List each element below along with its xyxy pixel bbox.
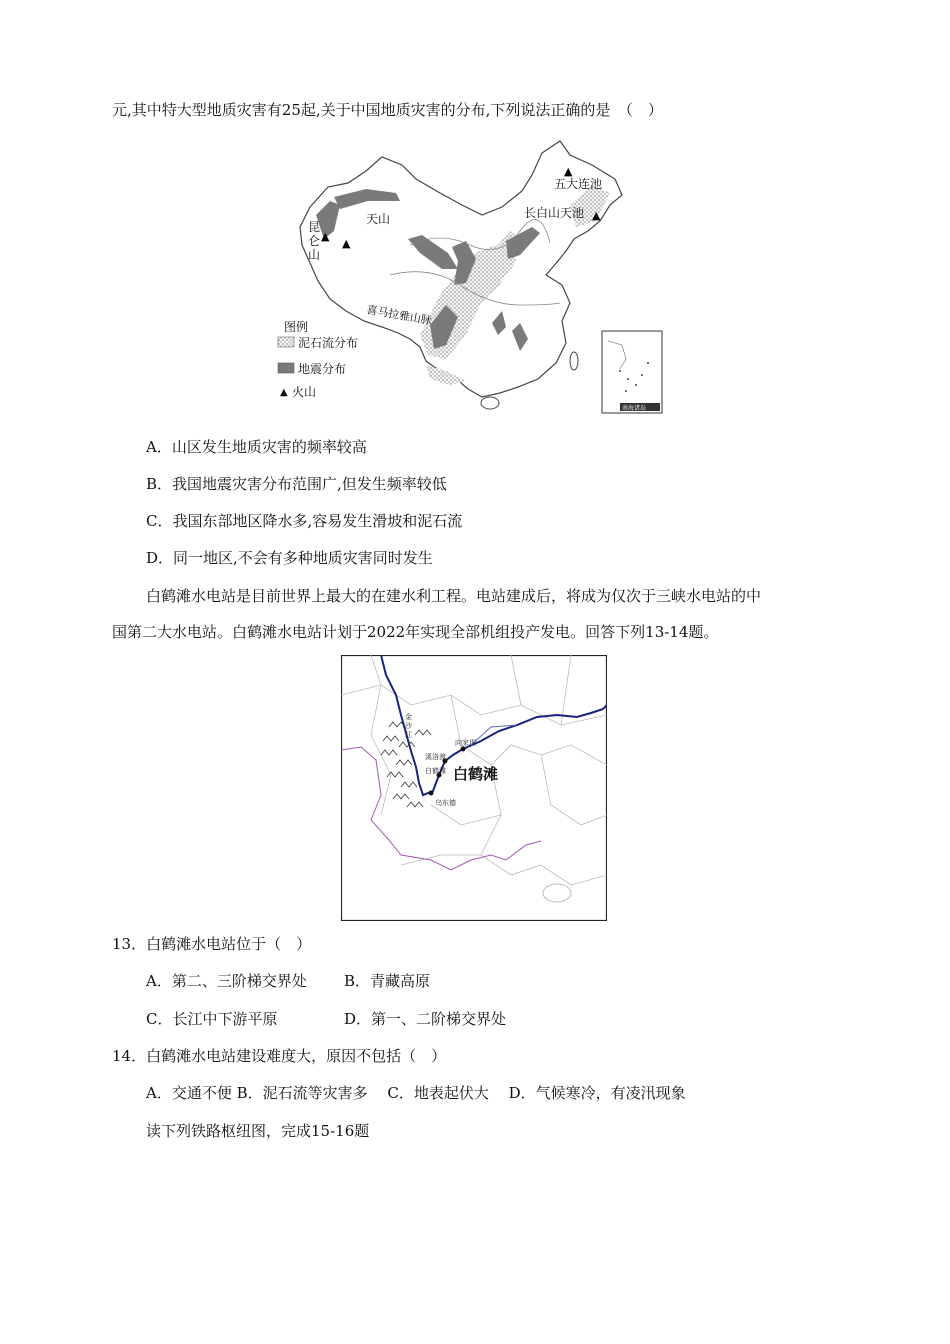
label-baihetan: 白鹤滩 [453, 765, 499, 783]
label-jinsha-3: 江 [405, 731, 412, 739]
question-14-stem: 14．白鹤滩水电站建设难度大，原因不包括（ ） [112, 1047, 447, 1065]
legend-title: 图例 [284, 320, 309, 334]
q12-option-b: B．我国地震灾害分布范围广,但发生频率较低 [146, 475, 447, 493]
volcano-icon: ▲ [342, 237, 351, 250]
label-wudongde: 乌东德 [435, 799, 456, 807]
baihetan-map [341, 655, 607, 921]
volcano-icon: ▲ [564, 165, 573, 178]
q13-option-d: D．第一、二阶梯交界处 [344, 1010, 507, 1028]
label-xiangjiaba: 向家坝 [455, 739, 476, 747]
q14-options: A．交通不便 B．泥石流等灾害多 C．地表起伏大 D．气候寒冷，有凌汛现象 [146, 1084, 686, 1102]
legend-mudflow: 泥石流分布 [298, 336, 359, 350]
south-china-sea-inset [602, 331, 662, 413]
label-kunlun-1: 昆 [308, 220, 321, 234]
question-12-stem: 元,其中特大型地质灾害有25起,关于中国地质灾害的分布,下列说法正确的是 （ ） [112, 101, 663, 119]
legend-volcano-icon: ▲ [280, 387, 288, 398]
q13-option-a: A．第二、三阶梯交界处 [146, 972, 307, 990]
q12-option-a: A．山区发生地质灾害的频率较高 [146, 438, 367, 456]
legend-earthquake: 地震分布 [298, 362, 347, 376]
dam-xiangjiaba [461, 747, 466, 752]
legend-volcano: 火山 [292, 385, 317, 399]
question-13-stem: 13．白鹤滩水电站位于（ ） [112, 935, 312, 953]
label-himalaya: 喜马拉雅山脉 [365, 303, 433, 328]
q12-option-d: D．同一地区,不会有多种地质灾害同时发生 [146, 549, 433, 567]
label-jinsha-2: 沙 [405, 722, 412, 730]
china-hazard-map [270, 135, 670, 417]
label-baihetan-small: 白鹤滩 [425, 767, 446, 775]
label-kunlun-2: 仑 [308, 234, 321, 248]
volcano-icon: ▲ [592, 209, 601, 222]
label-xiluodu: 溪洛渡 [425, 753, 446, 761]
passage-line-2: 国第二大水电站。白鹤滩水电站计划于2022年实现全部机组投产发电。回答下列13-14题。 [112, 623, 719, 641]
dam-wudongde [429, 791, 434, 796]
volcano-icon: ▲ [321, 230, 330, 243]
legend-earthquake-swatch [278, 363, 294, 373]
next-section-prompt: 读下列铁路枢纽图，完成15-16题 [146, 1122, 370, 1140]
q13-option-b: B．青藏高原 [344, 972, 431, 990]
legend-mudflow-swatch [278, 337, 294, 347]
label-wudalianchi: 五大连池 [554, 177, 603, 191]
label-changbaishan: 长白山天池 [524, 206, 585, 220]
q13-option-c: C．长江中下游平原 [146, 1010, 278, 1028]
passage-line-1: 白鹤滩水电站是目前世界上最大的在建水利工程。电站建成后，将成为仅次于三峡水电站的中 [146, 587, 762, 605]
q12-option-c: C．我国东部地区降水多,容易发生滑坡和泥石流 [146, 512, 463, 530]
label-tianshan: 天山 [366, 212, 391, 226]
label-nanhai: 南海诸岛 [622, 405, 647, 412]
label-jinsha-1: 金 [405, 713, 412, 721]
label-kunlun-3: 山 [308, 248, 321, 262]
